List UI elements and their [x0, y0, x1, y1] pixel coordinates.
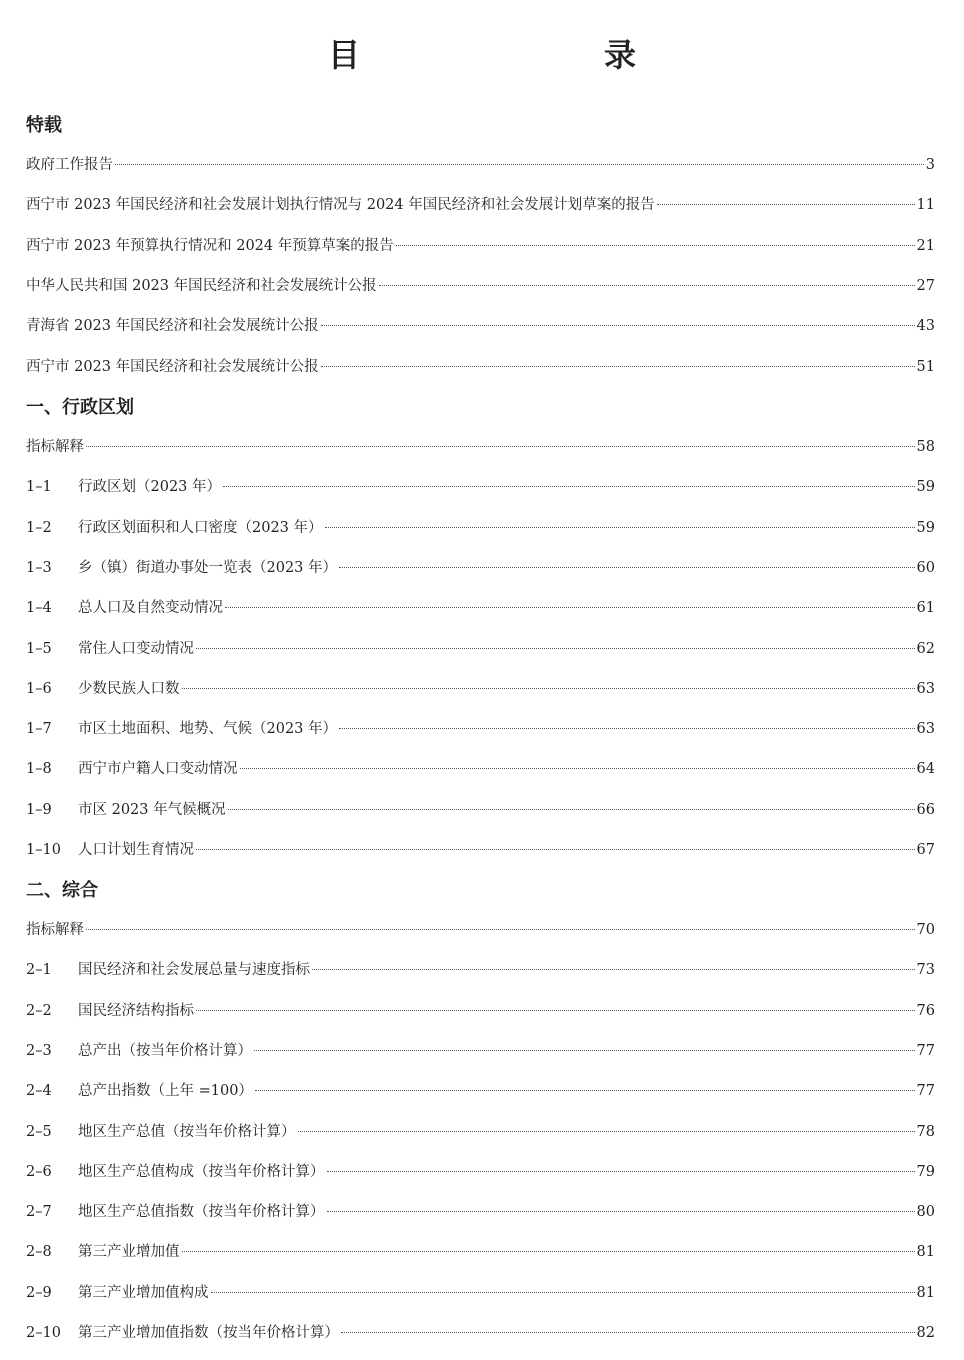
entry-page-number: 62: [916, 640, 935, 657]
toc-entry[interactable]: [26, 1282, 935, 1304]
entry-number: 1–6: [26, 680, 52, 697]
entry-title: 第三产业增加值: [78, 1244, 180, 1261]
dot-leader: [396, 245, 915, 246]
entry-title: 常住人口变动情况: [78, 640, 194, 657]
dot-leader: [86, 929, 915, 930]
entry-page-number: 21: [916, 237, 935, 254]
toc-entry[interactable]: [26, 517, 935, 539]
entry-number: 1–7: [26, 721, 52, 738]
toc-entry[interactable]: [26, 1201, 935, 1223]
entry-number: 2–5: [26, 1123, 52, 1140]
entry-number: 2–4: [26, 1083, 52, 1100]
toc-entry[interactable]: [26, 154, 935, 176]
entry-title: 乡（镇）街道办事处一览表（2023 年）: [78, 559, 338, 576]
entry-page-number: 63: [916, 721, 935, 738]
entry-title: 地区生产总值构成（按当年价格计算）: [78, 1163, 325, 1180]
entry-number: 2–1: [26, 962, 52, 979]
dot-leader: [341, 1332, 915, 1333]
entry-title: 行政区划（2023 年）: [78, 479, 222, 496]
dot-leader: [327, 1211, 915, 1212]
entry-page-number: 61: [916, 600, 935, 617]
entry-number: 1–3: [26, 559, 52, 576]
entry-title: 西宁市 2023 年国民经济和社会发展计划执行情况与 2024 年国民经济和社会发展计划草案的报告: [26, 197, 655, 214]
toc-entry[interactable]: [26, 959, 935, 981]
entry-number: 1–8: [26, 761, 52, 778]
entry-title: 第三产业增加值构成: [78, 1284, 209, 1301]
toc-entry[interactable]: [26, 638, 935, 660]
entry-title: 西宁市 2023 年国民经济和社会发展统计公报: [26, 358, 319, 375]
dot-leader: [196, 849, 915, 850]
entry-page-number: 67: [916, 842, 935, 858]
entry-title: 人口计划生育情况: [78, 842, 194, 858]
entry-page-number: 58: [916, 439, 935, 455]
toc-entry[interactable]: [26, 1080, 935, 1102]
entry-title: 第三产业增加值指数（按当年价格计算）: [78, 1325, 339, 1341]
dot-leader: [312, 969, 915, 970]
entry-title: 总产出（按当年价格计算）: [78, 1042, 252, 1059]
entry-number: 1–9: [26, 801, 52, 818]
dot-leader: [379, 285, 915, 286]
dot-leader: [196, 648, 915, 649]
entry-title: 指标解释: [26, 439, 84, 455]
entry-page-number: 80: [916, 1204, 935, 1221]
dot-leader: [255, 1090, 915, 1091]
entry-title: 指标解释: [26, 922, 84, 938]
dot-leader: [115, 164, 924, 165]
entry-title: 地区生产总值指数（按当年价格计算）: [78, 1204, 325, 1221]
entry-title: 地区生产总值（按当年价格计算）: [78, 1123, 296, 1140]
entry-page-number: 27: [916, 277, 935, 294]
dot-leader: [327, 1171, 915, 1172]
dot-leader: [657, 204, 915, 205]
toc-entry[interactable]: [26, 597, 935, 619]
toc-entry[interactable]: [26, 678, 935, 700]
entry-page-number: 60: [916, 559, 935, 576]
toc-entry[interactable]: [26, 275, 935, 297]
entry-title: 总人口及自然变动情况: [78, 600, 223, 617]
entry-title: 国民经济和社会发展总量与速度指标: [78, 962, 310, 979]
entry-number: 2–8: [26, 1244, 52, 1261]
entry-page-number: 77: [916, 1083, 935, 1100]
dot-leader: [339, 567, 915, 568]
dot-leader: [298, 1131, 915, 1132]
entry-title: 政府工作报告: [26, 157, 113, 173]
entry-page-number: 78: [916, 1123, 935, 1140]
entry-number: 2–9: [26, 1284, 52, 1301]
dot-leader: [196, 1010, 915, 1011]
entry-page-number: 11: [916, 197, 935, 214]
section-heading: 特载: [26, 115, 62, 136]
section-heading: 一、行政区划: [26, 397, 134, 418]
entry-page-number: 70: [916, 922, 935, 938]
toc-entry[interactable]: [26, 1241, 935, 1263]
entry-page-number: 64: [916, 761, 935, 778]
dot-leader: [339, 728, 915, 729]
entry-number: 1–2: [26, 519, 52, 536]
entry-page-number: 51: [916, 358, 935, 375]
entry-page-number: 59: [916, 519, 935, 536]
entry-page-number: 3: [925, 157, 935, 173]
toc-entry[interactable]: [26, 235, 935, 257]
toc-entry[interactable]: [26, 557, 935, 579]
dot-leader: [86, 446, 915, 447]
entry-page-number: 79: [916, 1163, 935, 1180]
entry-title: 少数民族人口数: [78, 680, 180, 697]
dot-leader: [211, 1292, 915, 1293]
entry-title: 总产出指数（上年 =100）: [78, 1083, 253, 1100]
dot-leader: [321, 325, 915, 326]
page-title: 目 录: [327, 36, 696, 74]
entry-number: 2–6: [26, 1163, 52, 1180]
dot-leader: [223, 486, 915, 487]
dot-leader: [225, 607, 915, 608]
entry-page-number: 81: [916, 1244, 935, 1261]
dot-leader: [325, 527, 915, 528]
entry-title: 西宁市户籍人口变动情况: [78, 761, 238, 778]
toc-entry[interactable]: [26, 919, 935, 941]
dot-leader: [254, 1050, 915, 1051]
entry-number: 2–10: [26, 1325, 61, 1341]
entry-number: 1–5: [26, 640, 52, 657]
entry-number: 1–10: [26, 842, 61, 858]
toc-entry[interactable]: [26, 799, 935, 821]
entry-number: 2–7: [26, 1204, 52, 1221]
entry-page-number: 82: [916, 1325, 935, 1341]
entry-page-number: 76: [916, 1002, 935, 1019]
dot-leader: [182, 688, 915, 689]
entry-title: 中华人民共和国 2023 年国民经济和社会发展统计公报: [26, 277, 377, 294]
toc-entry[interactable]: [26, 476, 935, 498]
toc-entry[interactable]: [26, 758, 935, 780]
entry-title: 国民经济结构指标: [78, 1002, 194, 1019]
entry-page-number: 81: [916, 1284, 935, 1301]
toc-entry[interactable]: [26, 1161, 935, 1183]
toc-entry[interactable]: [26, 436, 935, 458]
section-heading: 二、综合: [26, 880, 98, 901]
entry-page-number: 77: [916, 1042, 935, 1059]
toc-entry[interactable]: [26, 1322, 935, 1344]
toc-entry[interactable]: [26, 1000, 935, 1022]
dot-leader: [240, 768, 915, 769]
toc-entry[interactable]: [26, 315, 935, 337]
entry-title: 行政区划面积和人口密度（2023 年）: [78, 519, 323, 536]
toc-entry[interactable]: [26, 839, 935, 861]
dot-leader: [228, 809, 915, 810]
dot-leader: [321, 366, 915, 367]
toc-entry[interactable]: [26, 718, 935, 740]
entry-number: 2–2: [26, 1002, 52, 1019]
dot-leader: [182, 1251, 915, 1252]
entry-title: 市区土地面积、地势、气候（2023 年）: [78, 721, 338, 738]
entry-page-number: 59: [916, 479, 935, 496]
entry-number: 2–3: [26, 1042, 52, 1059]
entry-page-number: 73: [916, 962, 935, 979]
entry-number: 1–1: [26, 479, 52, 496]
toc-entry[interactable]: [26, 194, 935, 216]
entry-number: 1–4: [26, 600, 52, 617]
entry-title: 青海省 2023 年国民经济和社会发展统计公报: [26, 318, 319, 335]
toc-entry[interactable]: [26, 1040, 935, 1062]
toc-entry[interactable]: [26, 356, 935, 378]
entry-page-number: 43: [916, 318, 935, 335]
entry-page-number: 63: [916, 680, 935, 697]
toc-entry[interactable]: [26, 1121, 935, 1143]
entry-page-number: 66: [916, 801, 935, 818]
entry-title: 市区 2023 年气候概况: [78, 801, 226, 818]
entry-title: 西宁市 2023 年预算执行情况和 2024 年预算草案的报告: [26, 237, 394, 254]
